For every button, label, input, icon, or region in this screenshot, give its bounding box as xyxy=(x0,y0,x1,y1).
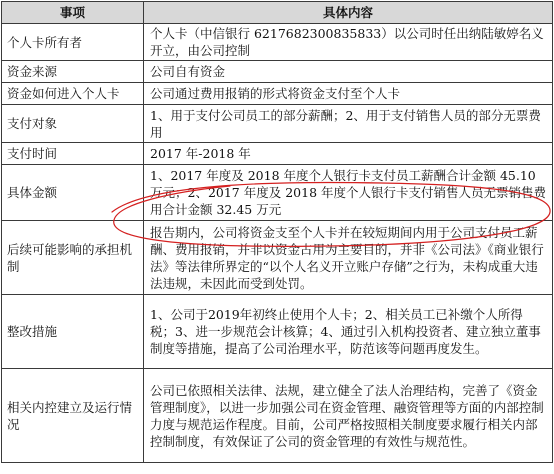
row-label: 后续可能影响的承担机制 xyxy=(2,221,144,295)
matters-table xyxy=(1,1,553,463)
row-content: 1、用于支付公司员工的部分薪酬；2、用于支付销售人员的部分无票费用 xyxy=(144,105,553,143)
row-label: 资金如何进入个人卡 xyxy=(2,83,144,105)
row-content: 公司通过费用报销的形式将资金支付至个人卡 xyxy=(144,83,553,105)
row-label: 整改措施 xyxy=(2,295,144,369)
table-row xyxy=(2,105,553,143)
row-label: 个人卡所有者 xyxy=(2,24,144,61)
row-content: 2017 年-2018 年 xyxy=(144,143,553,165)
row-content: 1、2017 年度及 2018 年度个人银行卡支付员工薪酬合计金额 45.10 万元；2、2017 年度及 2018 年度个人银行卡支付销售人员无票销售费用合计金额 32.45 万元 xyxy=(144,165,553,221)
row-label: 资金来源 xyxy=(2,61,144,83)
table-row xyxy=(2,165,553,221)
row-label: 相关内控建立及运行情况 xyxy=(2,369,144,463)
row-label: 支付对象 xyxy=(2,105,144,143)
table-row xyxy=(2,83,553,105)
row-label: 支付时间 xyxy=(2,143,144,165)
table-row xyxy=(2,61,553,83)
row-label: 具体金额 xyxy=(2,165,144,221)
table-row xyxy=(2,221,553,295)
header-details: 具体内容 xyxy=(144,2,553,24)
table-row xyxy=(2,295,553,369)
table-row xyxy=(2,24,553,61)
table-row xyxy=(2,143,553,165)
table-row xyxy=(2,369,553,463)
row-content: 报告期内，公司将资金支至个人卡并在较短期间内用于公司支付员工薪酬、费用报销，并非以资金占用为主要目的，并非《公司法》《商业银行法》等法律所界定的“以个人名义开立账户存储”之行为，未构成重大违法违规，未因此而受到处罚。 xyxy=(144,221,553,295)
header-matter: 事项 xyxy=(2,2,144,24)
header-row xyxy=(2,2,553,24)
row-content: 个人卡（中信银行 6217682300835833）以公司时任出纳陆敏婷名义开立，由公司控制 xyxy=(144,24,553,61)
row-content: 1、公司于2019年初终止使用个人卡；2、相关员工已补缴个人所得税；3、进一步规范会计核算；4、通过引入机构投资者、建立独立董事制度等措施，提高了公司治理水平，防范该等问题再度发生。 xyxy=(144,295,553,369)
row-content: 公司已依照相关法律、法规，建立健全了法人治理结构，完善了《资金管理制度》，以进一步加强公司在资金管理、融资管理等方面的内部控制力度与规范运作程度。目前，公司严格按照相关制度要求履行相关内部控制制度，有效保证了公司的资金管理的有效性与规范性。 xyxy=(144,369,553,463)
row-content: 公司自有资金 xyxy=(144,61,553,83)
